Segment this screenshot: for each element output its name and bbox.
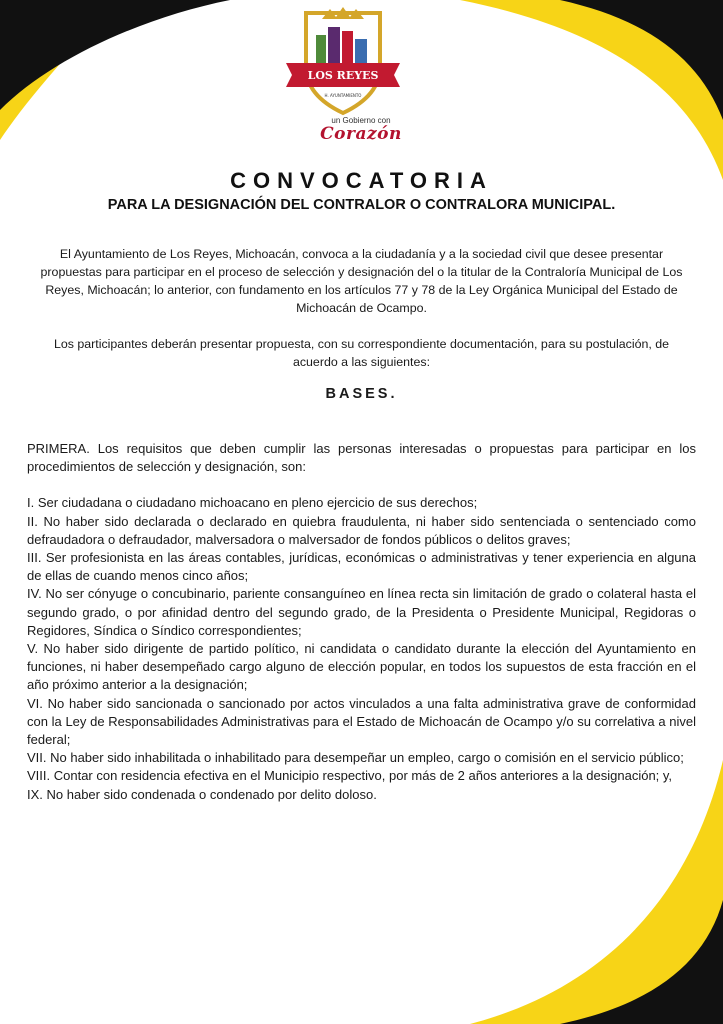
intro-section bbox=[40, 245, 683, 371]
bases-heading: BASES. bbox=[325, 386, 398, 402]
intro-paragraph-1: El Ayuntamiento de Los Reyes, Michoacán, convoca a la ciudadanía y a la sociedad civil que desee presentar propuestas para participar en el proceso de selección y designación del o la titular de la Contraloría Municipal de Los Reyes, Michoacán; lo anterior, con fundamento en los artículos 77 y 78 de la Ley Orgánica Municipal del Estado de Michoacán de Ocampo. bbox=[40, 247, 683, 315]
slogan-line1: un Gobierno con bbox=[331, 116, 391, 125]
requirement-item: VII. No haber sido inhabilitada o inhabilitado para desempeñar un empleo, cargo o comisión en el servicio público; bbox=[27, 750, 684, 766]
requirement-item: IV. No ser cónyuge o concubinario, pariente consanguíneo en línea recta sin limitación de grado o colateral hasta el segundo grado, o por afinidad dentro del segundo grado, de la Presidenta o Presidente Municipal, Regidoras o Regidores, Síndica o Síndico correspondientes; bbox=[27, 586, 696, 638]
logo-subtext: H. AYUNTAMIENTO bbox=[324, 93, 362, 98]
logo-text: LOS REYES bbox=[307, 69, 379, 82]
requirement-item: I. Ser ciudadana o ciudadano michoacano en pleno ejercicio de sus derechos; bbox=[27, 495, 478, 511]
page-title: CONVOCATORIA bbox=[230, 168, 493, 193]
requirement-item: IX. No haber sido condenada o condenado por delito doloso. bbox=[27, 786, 377, 802]
requirement-item: VIII. Contar con residencia efectiva en el Municipio respectivo, por más de 2 años anteriores a la designación; y, bbox=[27, 768, 673, 784]
intro-paragraph-2: Los participantes deberán presentar propuesta, con su correspondiente documentación, para su postulación, de acuerdo a las siguientes: bbox=[53, 337, 670, 369]
slogan-line2: Corazón bbox=[320, 124, 402, 144]
los-reyes-logo bbox=[278, 5, 408, 117]
requirement-item: III. Ser profesionista en las áreas contables, jurídicas, económicas o administrativas y tener experiencia en alguna de ellas de cuando menos cinco años; bbox=[27, 550, 696, 584]
primera-paragraph: PRIMERA. Los requisitos que deben cumplir las personas interesadas o propuestas para participar en los procedimientos de selección y designación, son: bbox=[27, 441, 696, 475]
page-subtitle: PARA LA DESIGNACIÓN DEL CONTRALOR O CONTRALORA MUNICIPAL. bbox=[107, 197, 616, 213]
requirement-item: V. No haber sido dirigente de partido político, ni candidata o candidato durante la elección del Ayuntamiento en funciones, ni haber desempeñado cargo alguno de elección popular, en todos los supuestos de esta fracción en el año próximo anterior a la designación; bbox=[27, 641, 696, 693]
requirement-item: VI. No haber sido sancionada o sancionado por actos vinculados a una falta administrativa grave de conformidad con la Ley de Responsabilidades Administrativas para el Estado de Michoacán de Ocampo y/o su correlativa a nivel federal; bbox=[27, 695, 696, 748]
requirements-section bbox=[27, 440, 696, 804]
requirement-item: II. No haber sido declarada o declarado en quiebra fraudulenta, ni haber sido sentenciada o sentenciado como defraudadora o defraudador, malversadora o malversador de fondos públicos o delitos graves; bbox=[27, 513, 696, 547]
